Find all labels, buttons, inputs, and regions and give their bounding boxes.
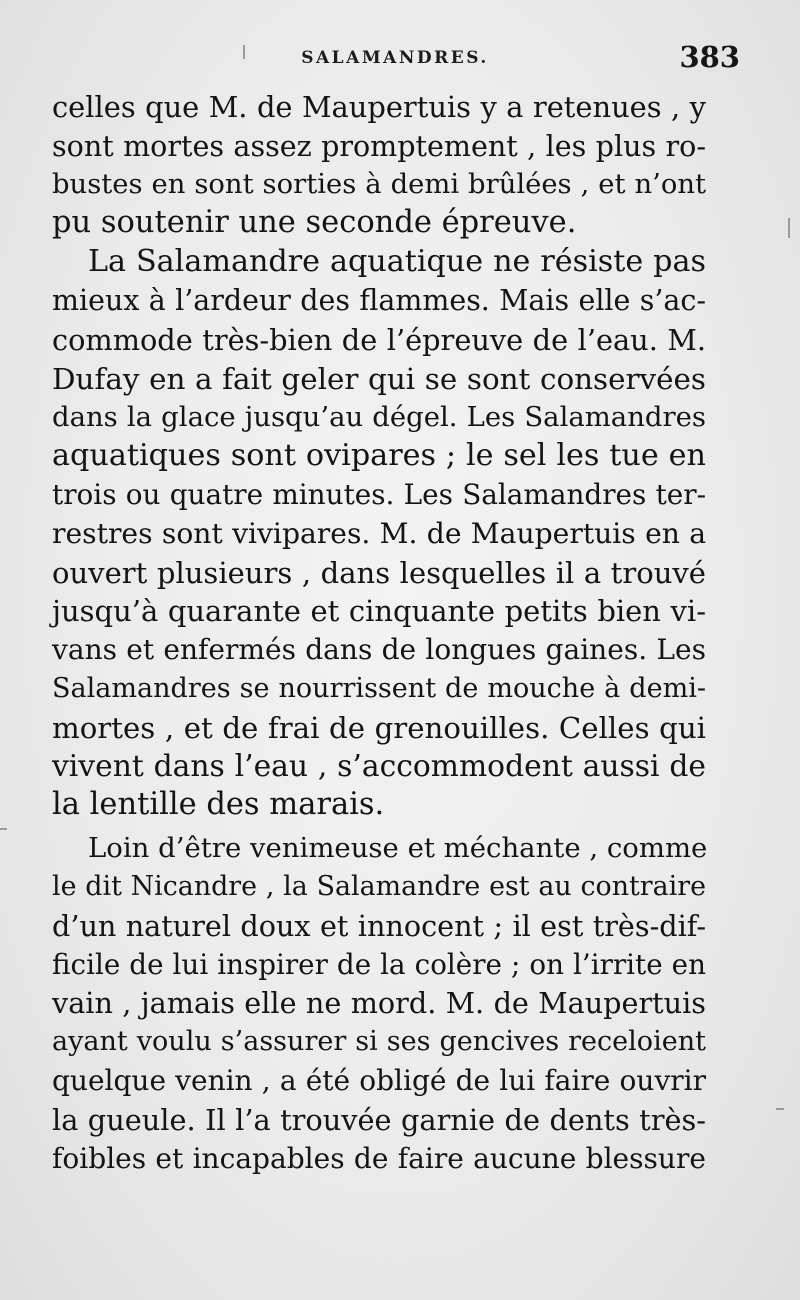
text-line: la lentille des marais. (52, 787, 385, 823)
text-line: quelque venin , a été obligé de lui faire ouvrir (52, 1063, 706, 1097)
paragraph-start-line: Loin d’être venimeuse et méchante , comme (88, 832, 708, 865)
text-line: foibles et incapables de faire aucune blessure (52, 1141, 706, 1175)
margin-tick (0, 828, 7, 830)
margin-tick (788, 218, 790, 238)
text-line: Dufay en a fait geler qui se sont conservées (52, 361, 706, 396)
text-line: mieux à l’ardeur des flammes. Mais elle s’ac- (52, 283, 706, 317)
text-line: pu soutenir une seconde épreuve. (52, 205, 577, 241)
margin-tick (776, 1108, 784, 1110)
text-line: Salamandres se nourrissent de mouche à demi- (52, 672, 706, 704)
text-line: trois ou quatre minutes. Les Salamandres ter- (52, 477, 706, 511)
text-line: commode très-bien de l’épreuve de l’eau. M. (52, 322, 706, 357)
text-line: sont mortes assez promptement , les plus ro- (52, 128, 706, 163)
text-line: mortes , et de frai de grenouilles. Celles qui (52, 710, 706, 745)
text-line: jusqu’à quarante et cinquante petits bien vi- (52, 594, 706, 629)
text-line: aquatiques sont ovipares ; le sel les tue en (52, 438, 706, 474)
text-line: vans et enfermés dans de longues gaines. Les (52, 633, 706, 667)
page-number: 383 (679, 40, 740, 74)
text-line: ayant voulu s’assurer si ses gencives receloient (52, 1026, 706, 1058)
body-text (52, 88, 706, 1178)
paragraph-start-line: La Salamandre aquatique ne résiste pas (88, 244, 706, 280)
text-line: vain , jamais elle ne mord. M. de Maupertuis (52, 986, 706, 1021)
text-line: ouvert plusieurs , dans lesquelles il a trouvé (52, 555, 706, 590)
text-line: d’un naturel doux et innocent ; il est très-dif- (52, 908, 706, 943)
text-line: restres sont vivipares. M. de Maupertuis en a (52, 516, 706, 550)
running-head: SALAMANDRES. (301, 48, 489, 68)
margin-tick (243, 45, 245, 59)
text-line: la gueule. Il l’a trouvée garnie de dents très- (52, 1102, 706, 1137)
text-line: le dit Nicandre , la Salamandre est au contraire (52, 870, 706, 902)
text-line: vivent dans l’eau , s’accommodent aussi de (52, 748, 706, 784)
text-line: ficile de lui inspirer de la colère ; on l’irrite en (52, 947, 706, 981)
text-line: dans la glace jusqu’au dégel. Les Salamandres (52, 401, 706, 434)
text-line: bustes en sont sorties à demi brûlées , et n’ont (52, 168, 706, 200)
page-header (40, 40, 740, 80)
text-line: celles que M. de Maupertuis y a retenues , y (52, 90, 706, 124)
